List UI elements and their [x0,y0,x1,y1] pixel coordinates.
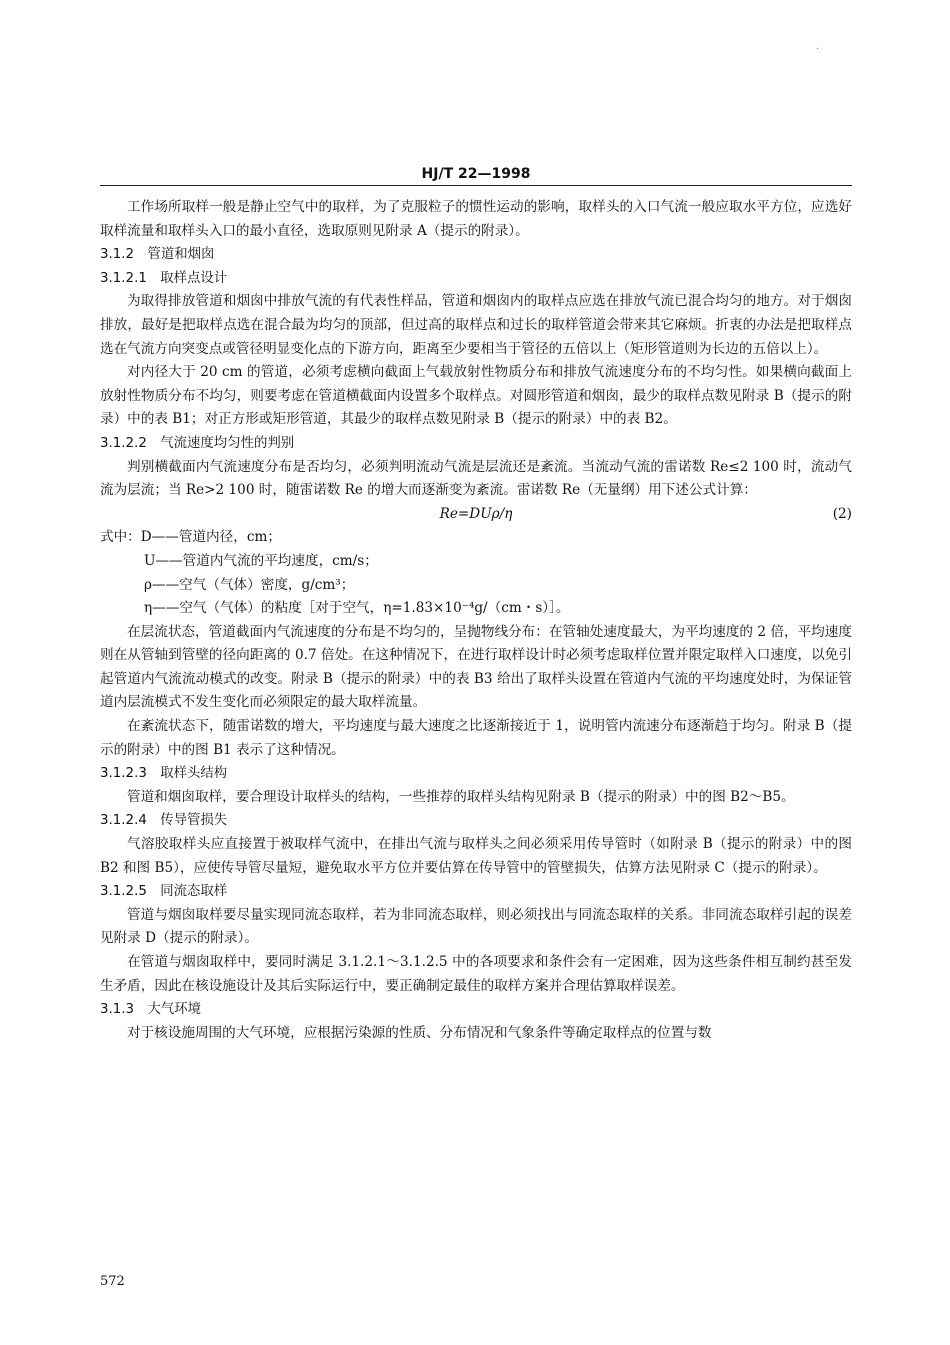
paragraph: 管道和烟囱取样，要合理设计取样头的结构，一些推荐的取样头结构见附录 B（提示的附录）中的图 B2～B5。 [127,788,795,805]
section-heading: 3.1.2 管道和烟囱 [100,247,215,263]
variable-definition: η——空气（气体）的粘度［对于空气，η=1.83×10⁻⁴g/（cm・s）］。 [144,600,570,617]
standard-header: HJ/T 22—1998 [421,166,531,182]
paragraph: 对于核设施周围的大气环境，应根据污染源的性质、分布情况和气象条件等确定取样点的位置与数 [127,1024,712,1041]
page-number: 572 [100,1274,125,1289]
formula-row [100,503,852,527]
section-heading: 3.1.2.2 气流速度均匀性的判别 [100,435,295,451]
variable-definition: ρ——空气（气体）密度，g/cm³； [144,576,355,593]
paragraph: 为取得排放管道和烟囱中排放气流的有代表性样品，管道和烟囱内的取样点应选在排放气流已混合均匀的地方。对于烟囱排放，最好是把取样点选在混合最为均匀的顶部，但过高的取样点和过长的取样管道会带来其它麻烦。折衷的办法是把取样点选在气流方向突变点或管径明显变化点的下游方向，距离至少要相当于管径的五倍以上（矩形管道则为长边的五倍以上）。 [100,293,852,357]
paragraph: 管道与烟囱取样要尽量实现同流态取样，若为非同流态取样，则必须找出与同流态取样的关系。非同流态取样引起的误差见附录 D（提示的附录）。 [100,906,852,947]
paragraph: 在紊流状态下，随雷诺数的增大，平均速度与最大速度之比逐渐接近于 1，说明管内流速分布逐渐趋于均匀。附录 B（提示的附录）中的图 B1 表示了这种情况。 [100,718,852,758]
body-text [100,196,852,1045]
header-rule [100,185,852,186]
paragraph: 对内径大于 20 cm 的管道，必须考虑横向截面上气载放射性物质分布和排放气流速度分布的不均匀性。如果横向截面上放射性物质分布不均匀，则要考虑在管道横截面内设置多个取样点。对圆形管道和烟囱，最少的取样点数见附录 B（提示的附录）中的表 B1；对正方形或矩形管道，其最少的取样点数见附录 B（提示的附录）中的表 B2。 [100,364,852,428]
scan-speck: · [816,44,820,55]
paragraph: 判别横截面内气流速度分布是否均匀，必须判明流动气流是层流还是紊流。当流动气流的雷诺数 Re≤2 100 时，流动气流为层流；当 Re>2 100 时，随雷诺数 Re 的增大而逐渐变为紊流。雷诺数 Re（无量纲）用下述公式计算： [100,458,852,499]
section-heading: 3.1.2.4 传导管损失 [100,813,228,829]
variable-definition: U——管道内气流的平均速度，cm/s； [144,552,378,569]
formula-number: (2) [832,505,852,522]
paragraph: 气溶胶取样头应直接置于被取样气流中，在排出气流与取样头之间必须采用传导管时（如附录 B（提示的附录）中的图 B2 和图 B5），应使传导管尽量短，避免取水平方位并要估算在传导管中的管壁损失，估算方法见附录 C（提示的附录）。 [100,836,852,876]
paragraph: 在层流状态，管道截面内气流速度的分布是不均匀的，呈抛物线分布：在管轴处速度最大，为平均速度的 2 倍，平均速度则在从管轴到管壁的径向距离的 0.7 倍处。在这种情况下，在进行取样设计时必须考虑取样位置并限定取样入口速度，以免引起管道内气流流动模式的改变。附录 B（提示的附录）中的表 B3 给出了取样头设置在管道内气流的平均速度处时，为保证管道内层流模式不发生变化而必须限定的最大取样流量。 [100,623,852,711]
formula: Re=DUρ/η [439,505,513,522]
section-heading: 3.1.2.1 取样点设计 [100,270,228,286]
paragraph: 工作场所取样一般是静止空气中的取样，为了克服粒子的惯性运动的影响，取样头的入口气流一般应取水平方位，应选好取样流量和取样头入口的最小直径，选取原则见附录 A（提示的附录）。 [100,199,852,239]
paragraph: 在管道与烟囱取样中，要同时满足 3.1.2.1～3.1.2.5 中的各项要求和条件会有一定困难，因为这些条件相互制约甚至发生矛盾，因此在核设施设计及其后实际运行中，要正确制定最佳的取样方案并合理估算取样误差。 [100,954,852,994]
variable-definition: 式中：D——管道内径，cm； [100,529,281,546]
section-heading: 3.1.2.3 取样头结构 [100,766,228,782]
section-heading: 3.1.3 大气环境 [100,1002,202,1018]
section-heading: 3.1.2.5 同流态取样 [100,884,228,900]
